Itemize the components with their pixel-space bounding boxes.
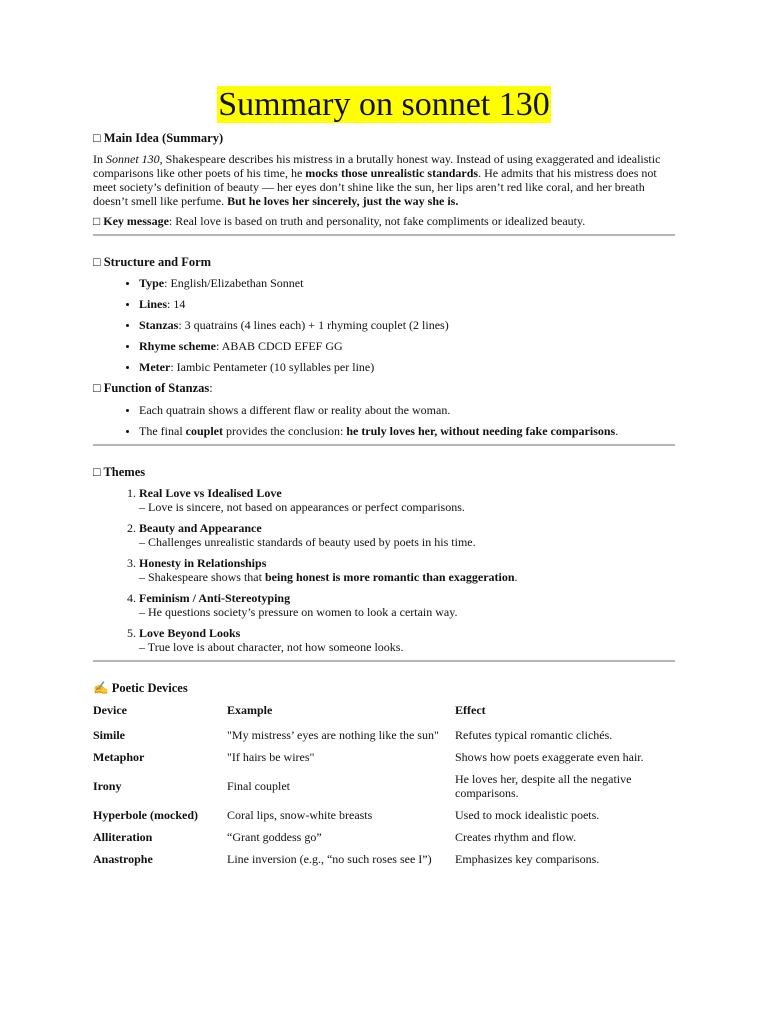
box-icon: □ — [93, 381, 101, 395]
function-heading-colon: : — [209, 381, 213, 395]
main-idea-heading — [93, 130, 675, 146]
effect-cell: Emphasizes key comparisons. — [455, 852, 600, 866]
device-cell: Irony — [93, 779, 122, 793]
theme-desc: – True love is about character, not how someone looks. — [139, 640, 404, 654]
theme-title: Love Beyond Looks — [139, 626, 241, 640]
item-text: : 14 — [167, 297, 186, 311]
main-idea-text-1: , Shakespeare describes his mistress in a brutally honest way. Instead of using exaggerated and idealistic comparisons like other poets of his time, he — [93, 152, 661, 180]
function-heading — [93, 380, 675, 396]
function-heading-text: Function of Stanzas — [103, 381, 210, 395]
table-row — [93, 826, 675, 848]
structure-list — [93, 276, 675, 374]
device-cell: Simile — [93, 728, 125, 742]
item-text: : English/Elizabethan Sonnet — [164, 276, 304, 290]
devices-table — [93, 698, 675, 870]
structure-heading-text: Structure and Form — [103, 255, 212, 269]
structure-heading — [93, 254, 675, 270]
example-cell: "My mistress’ eyes are nothing like the sun" — [227, 728, 439, 742]
table-row — [93, 746, 675, 768]
device-cell: Hyperbole (mocked) — [93, 808, 198, 822]
example-cell: Line inversion (e.g., “no such roses see I”) — [227, 852, 432, 866]
main-idea-sonnet-title: Sonnet 130 — [106, 152, 160, 166]
main-idea-bold-2: But he loves her sincerely, just the way she is. — [227, 194, 459, 208]
effect-cell: Creates rhythm and flow. — [455, 830, 577, 844]
list-item — [139, 486, 675, 514]
divider — [93, 444, 675, 446]
themes-heading-text: Themes — [103, 465, 146, 479]
example-cell: Coral lips, snow-white breasts — [227, 808, 373, 822]
key-message-text: : Real love is based on truth and personality, not fake compliments or idealized beauty. — [168, 214, 586, 228]
theme-desc-bold: being honest is more romantic than exaggeration — [264, 570, 515, 584]
column-header: Example — [227, 703, 273, 717]
key-message — [93, 214, 675, 228]
list-item — [139, 339, 675, 353]
box-icon: □ — [93, 214, 101, 228]
table-row — [93, 804, 675, 826]
item-text: The final — [139, 424, 186, 438]
list-item — [139, 626, 675, 654]
item-label: Lines — [139, 297, 168, 311]
list-item — [139, 556, 675, 584]
item-bold: he truly loves her, without needing fake comparisons — [346, 424, 616, 438]
theme-desc: . — [514, 570, 518, 584]
page-title — [93, 86, 675, 124]
main-idea-bold-1: mocks those unrealistic standards — [305, 166, 479, 180]
list-item — [139, 521, 675, 549]
main-idea-heading-text: Main Idea (Summary) — [103, 131, 224, 145]
theme-title: Beauty and Appearance — [139, 521, 262, 535]
effect-cell: Refutes typical romantic clichés. — [455, 728, 613, 742]
effect-cell: Shows how poets exaggerate even hair. — [455, 750, 644, 764]
page-title-text: Summary on sonnet 130 — [218, 86, 550, 123]
document-page — [93, 86, 675, 870]
table-row — [93, 848, 675, 870]
divider — [93, 234, 675, 236]
device-cell: Metaphor — [93, 750, 145, 764]
devices-heading-text: Poetic Devices — [111, 681, 188, 695]
theme-title: Honesty in Relationships — [139, 556, 267, 570]
list-item — [139, 276, 675, 290]
item-text: Each quatrain shows a different flaw or reality about the woman. — [139, 403, 451, 417]
theme-desc: – Challenges unrealistic standards of beauty used by poets in his time. — [139, 535, 476, 549]
example-cell: “Grant goddess go” — [227, 830, 322, 844]
list-item — [139, 403, 675, 417]
theme-desc: – He questions society’s pressure on women to look a certain way. — [139, 605, 458, 619]
function-list — [93, 403, 675, 438]
theme-title: Real Love vs Idealised Love — [139, 486, 282, 500]
main-idea-text-2: . He admits that his mistress does not meet society’s definition of beauty — her eyes don’t shine like the sun, her lips aren’t red like coral, and her breath doesn’t smell like perfume. — [93, 166, 657, 208]
list-item — [139, 424, 675, 438]
writing-hand-icon: ✍ — [93, 681, 109, 695]
themes-heading — [93, 464, 675, 480]
themes-list — [93, 486, 675, 654]
device-cell: Anastrophe — [93, 852, 153, 866]
divider — [93, 660, 675, 662]
item-label: Meter — [139, 360, 171, 374]
table-header-row — [93, 698, 675, 724]
box-icon: □ — [93, 255, 101, 269]
theme-desc: – Shakespeare shows that — [139, 570, 265, 584]
item-text: . — [615, 424, 619, 438]
item-label: Stanzas — [139, 318, 179, 332]
list-item — [139, 297, 675, 311]
item-bold: couplet — [185, 424, 223, 438]
main-idea-paragraph — [93, 152, 675, 208]
item-label: Type — [139, 276, 165, 290]
box-icon: □ — [93, 131, 101, 145]
box-icon: □ — [93, 465, 101, 479]
column-header: Device — [93, 703, 127, 717]
item-text: : Iambic Pentameter (10 syllables per line) — [170, 360, 375, 374]
theme-title: Feminism / Anti-Stereotyping — [139, 591, 291, 605]
item-text: : 3 quatrains (4 lines each) + 1 rhyming couplet (2 lines) — [178, 318, 449, 332]
devices-heading — [93, 680, 675, 696]
item-text: : ABAB CDCD EFEF GG — [215, 339, 343, 353]
key-message-label: Key message — [103, 214, 169, 228]
table-row — [93, 724, 675, 746]
effect-cell: Used to mock idealistic poets. — [455, 808, 600, 822]
column-header: Effect — [455, 703, 486, 717]
list-item — [139, 591, 675, 619]
list-item — [139, 318, 675, 332]
example-cell: "If hairs be wires" — [227, 750, 315, 764]
theme-desc: – Love is sincere, not based on appearances or perfect comparisons. — [139, 500, 465, 514]
item-label: Rhyme scheme — [139, 339, 216, 353]
device-cell: Alliteration — [93, 830, 153, 844]
example-cell: Final couplet — [227, 779, 290, 793]
effect-cell: He loves her, despite all the negative comparisons. — [455, 772, 632, 800]
main-idea-text-0: In — [93, 152, 106, 166]
item-text: provides the conclusion: — [223, 424, 347, 438]
list-item — [139, 360, 675, 374]
table-row — [93, 768, 675, 804]
